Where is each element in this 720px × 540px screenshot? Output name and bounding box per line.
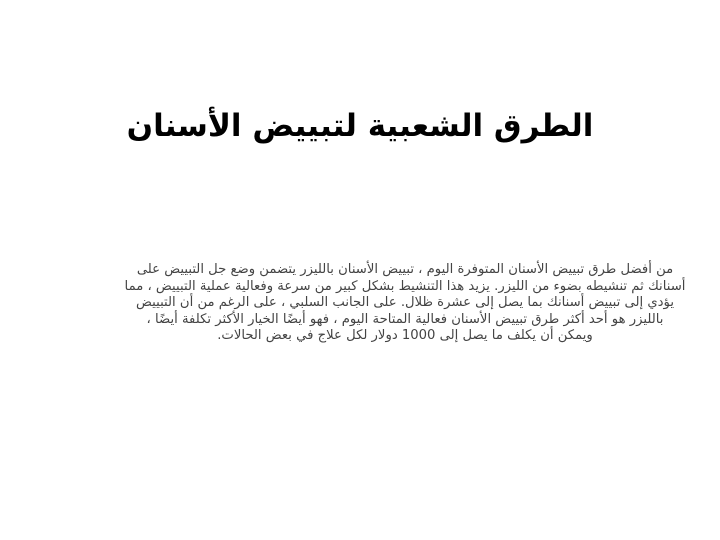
body-line-2: أسنانك ثم تنشيطه بضوء من الليزر. يزيد هذا التنشيط بشكل كبير من سرعة وفعالية عملية التبييض ، مما — [124, 278, 686, 294]
body-line-3: يؤدي إلى تبييض أسنانك بما يصل إلى عشرة ظلال. على الجانب السلبي ، على الرغم من أن التبييض — [135, 295, 675, 311]
slide-body-paragraph — [110, 262, 700, 345]
body-line-5: ويمكن أن يكلف ما يصل إلى 1000 دولار لكل علاج في بعض الحالات. — [217, 328, 593, 344]
body-line-1: من أفضل طرق تبييض الأسنان المتوفرة اليوم ، تبييض الأسنان بالليزر يتضمن وضع جل التبييض على — [136, 262, 674, 277]
slide-title: الطرق الشعبية لتبييض الأسنان — [126, 108, 594, 144]
body-line-4: بالليزر هو أحد أكثر طرق تبييض الأسنان فعالية المتاحة اليوم ، فهو أيضًا الخيار الأكثر تكلفة أيضًا ، — [146, 311, 664, 327]
